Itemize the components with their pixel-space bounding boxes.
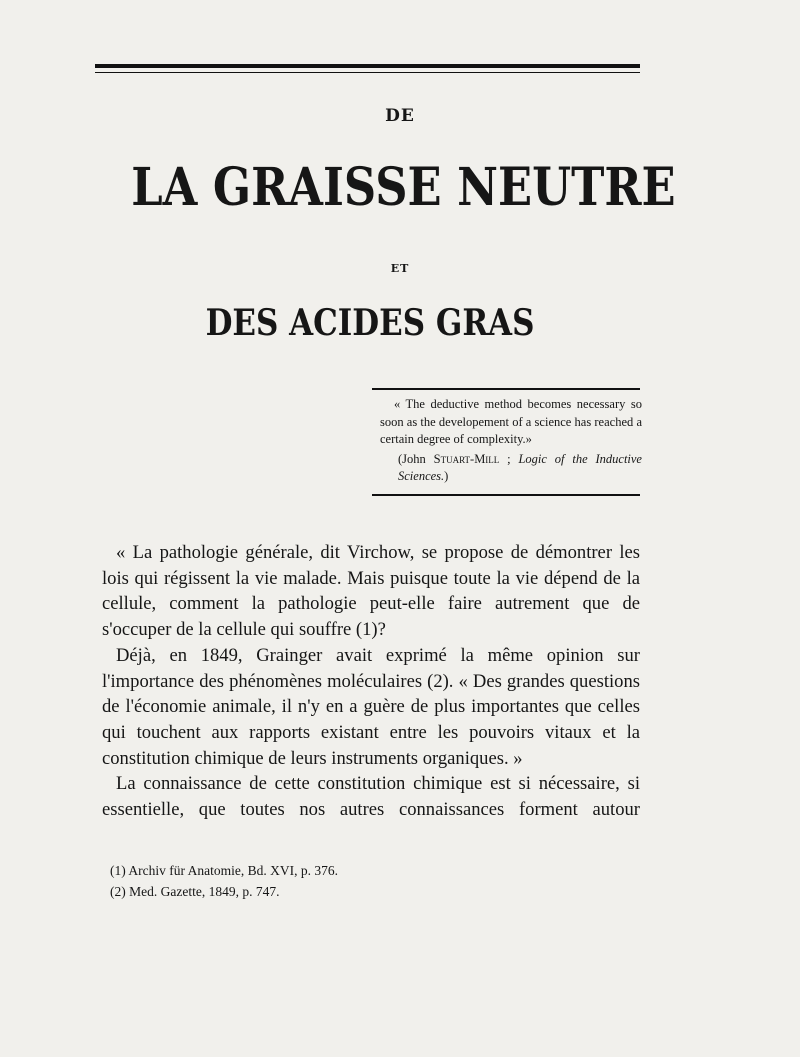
citation-close: )	[444, 469, 449, 483]
body-paragraph: « La pathologie générale, dit Virchow, se propose de démontrer les lois qui régissent la vie malade. Mais puisque toute la vie dépend de la cellule, comment la pathologie peut-elle faire autrement que de s'occuper de la cellule qui souffre (1)?	[102, 542, 640, 641]
epigraph	[380, 396, 642, 486]
citation-open: (John	[398, 451, 434, 466]
citation-work: Logic of the Inductive Sciences.	[398, 451, 642, 483]
citation-separator: ;	[499, 451, 519, 466]
footnote: (1) Archiv für Anatomie, Bd. XVI, p. 376.	[110, 863, 338, 878]
page-subtitle: DES ACIDES GRAS	[205, 302, 535, 344]
footnote: (2) Med. Gazette, 1849, p. 747.	[110, 884, 280, 899]
body-text	[102, 540, 640, 823]
body-paragraph: Déjà, en 1849, Grainger avait exprimé la même opinion sur l'importance des phénomènes moléculaires (2). « Des grandes questions de l'économie animale, il n'y en a guère de plus importantes que celles qui touchent aux rapports existant entre les pouvoirs vitaux et la constitution chimique de leurs instruments organiques. »	[102, 644, 640, 769]
page-title: LA GRAISSE NEUTRE	[131, 157, 676, 218]
epigraph-rule-bottom	[372, 494, 640, 496]
pre-title: DE	[385, 106, 415, 126]
footnotes	[102, 860, 602, 902]
header-rule-thin	[95, 72, 640, 73]
epigraph-rule-top	[372, 388, 640, 390]
citation-author: Stuart-Mill	[433, 451, 500, 466]
epigraph-quote: « The deductive method becomes necessary so soon as the developement of a science has reached a certain degree of complexity.»	[380, 397, 642, 446]
body-paragraph: La connaissance de cette constitution chimique est si nécessaire, si essentielle, que toutes nos autres connaissances forment autour	[102, 773, 640, 821]
header-rule-thick	[95, 64, 640, 68]
epigraph-citation	[380, 451, 642, 486]
title-conjunction: ET	[390, 262, 410, 275]
